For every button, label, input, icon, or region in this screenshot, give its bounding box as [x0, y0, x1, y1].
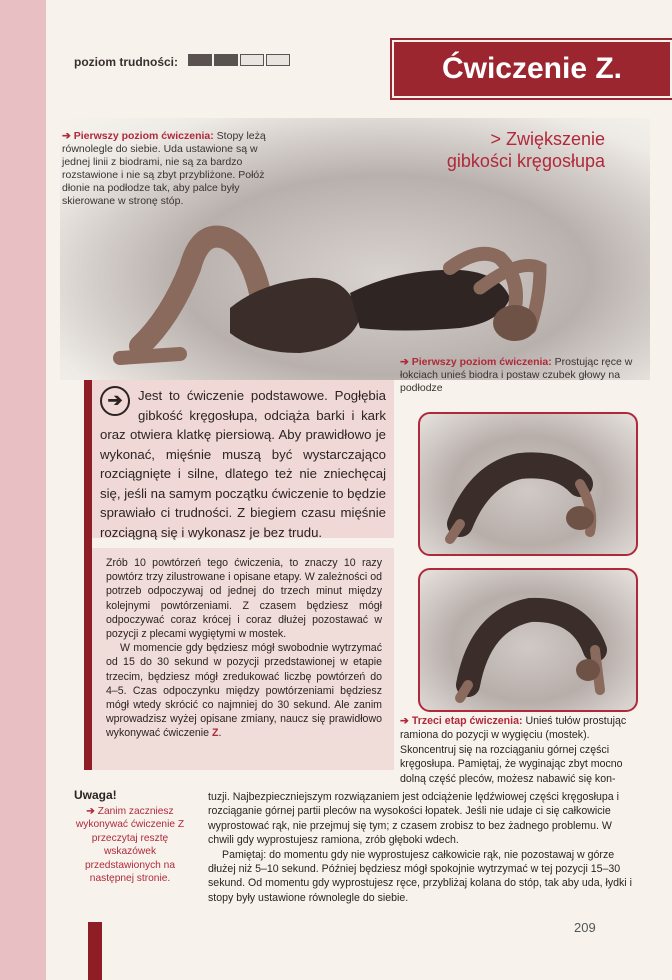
intro-box — [92, 380, 394, 538]
arrow-icon: ➔ — [400, 356, 412, 368]
subtitle-line1: > Zwiększenie — [490, 129, 605, 149]
step3-note — [400, 714, 636, 786]
exercise-title: Ćwiczenie Z. — [392, 40, 672, 98]
difficulty-box — [188, 54, 212, 66]
difficulty-boxes — [188, 54, 292, 69]
accent-bar — [84, 380, 92, 770]
step3-continued — [208, 790, 634, 905]
step1-lead: Pierwszy poziom ćwiczenia: — [73, 130, 214, 142]
circle-arrow-icon: ➔ — [100, 386, 130, 416]
intro-paragraph: Jest to ćwiczenie podstawowe. Pogłębia gibkość kręgosłupa, odciąża barki i kark oraz otwiera klatkę piersiową. Aby prawidłowo je wykonać, mięśnie muszą być wystarczająco rozciągnięte i silne, dlatego też nie zniechęcaj się, jeśli na samym początku ćwiczenie to będzie sprawiało ci trudności. Z biegiem czasu mięśnie rozciągną się i wykonasz je bez trudu. — [100, 388, 386, 540]
warning-title: Uwaga! — [74, 788, 117, 802]
photo-step2 — [418, 412, 638, 556]
instructions-text — [106, 556, 382, 741]
difficulty-indicator — [74, 54, 292, 69]
photo-step3 — [418, 568, 638, 712]
left-margin-band — [0, 0, 46, 980]
exercise-subtitle — [405, 128, 605, 172]
intro-text — [100, 386, 386, 542]
step1-note — [62, 130, 288, 208]
exercise-letter: Z — [211, 727, 219, 740]
difficulty-label: poziom trudności: — [74, 54, 178, 69]
arrow-icon: ➔ — [62, 130, 74, 142]
difficulty-box — [266, 54, 290, 66]
subtitle-line2: gibkości kręgosłupa — [446, 151, 605, 171]
step3-extra: Pamiętaj: do momentu gdy nie wyprostujesz całkowicie rąk, nie pozostawaj w górze dłużej niż 5–10 sekund. Później będziesz mógł spokojnie wytrzymać w tej pozycji 15–30 sekund. Od momentu gdy wyprostujesz ręce, przybliżaj kolana do stóp, tak aby uda, łydki i stopy były ustawione równolegle do siebie. — [208, 848, 632, 904]
instructions-box — [92, 548, 394, 770]
step1-text: Stopy leżą równolegle do siebie. Uda ustawione są w jednej linii z biodrami, nie są za bardzo rozstawione i nie są zbyt przybliżone. Połóż dłonie na podłodze tak, aby palce były skierowane w stronę stóp. — [62, 130, 266, 207]
accent-bar-bottom — [88, 922, 102, 980]
step3-text-continued: tuzji. Najbezpieczniejszym rozwiązaniem jest odciążenie lędźwiowej części kręgosłupa i rozciąganie górnej partii pleców na wysokości łopatek. Jeśli nie udaje ci się całkowicie wyprostować rąk, nie przejmuj się tym; z czasem zrobisz to bez żadnego problemu. W chwili gdy wyprostujesz ramiona, zrób głęboki wdech. — [208, 791, 619, 847]
arrow-icon: ➔ — [86, 806, 98, 817]
warning-text: ➔ Zanim zaczniesz wykonywać ćwiczenie Z przeczytaj resztę wskazówek przedstawionych na następnej stronie. — [75, 806, 185, 885]
difficulty-box — [214, 54, 238, 66]
step2-lead: Pierwszy poziom ćwiczenia: — [411, 356, 552, 368]
step3-text-start: Unieś tułów prostując ramiona do pozycji w wygięciu (mostek). Skoncentruj się na rozciąganiu górnej części kręgosłupa. Pamiętaj, że wyginając zbyt mocno dolną część pleców, możesz nabawić się kon- — [400, 715, 627, 785]
instructions-p2: W momencie gdy będziesz mógł swobodnie wytrzymać od 15 do 30 sekund w pozycji przedstawionej w etapie trzecim, będziesz mógł zredukować liczbę powtórzeń do 4–5. Czas odpoczynku między powtórzeniami będziesz mógł wtedy skrócić co najmniej do 30 sekund. Ale zanim wprowadzisz wyżej opisane zmiany, naucz się prawidłowo wykonywać ćwiczenie Z. — [106, 642, 382, 740]
page-number: 209 — [574, 920, 596, 935]
difficulty-box — [240, 54, 264, 66]
instructions-p1: Zrób 10 powtórzeń tego ćwiczenia, to znaczy 10 razy powtórz trzy zilustrowane i opisane etapy. W zależności od potrzeb odpoczywaj od jednej do trzech minut między kolejnymi powtórzeniami. Z czasem będziesz mógł odpoczywać coraz krócej i coraz dłużej pozostawać w pozycji z plecami wygiętymi w mostek. — [106, 557, 382, 641]
step3-lead: Trzeci etap ćwiczenia: — [411, 715, 523, 727]
step2-note — [400, 356, 636, 395]
arrow-icon: ➔ — [400, 715, 412, 727]
step2-text: Prostując ręce w łokciach unieś biodra i postaw czubek głowy na podłodze — [400, 356, 633, 394]
